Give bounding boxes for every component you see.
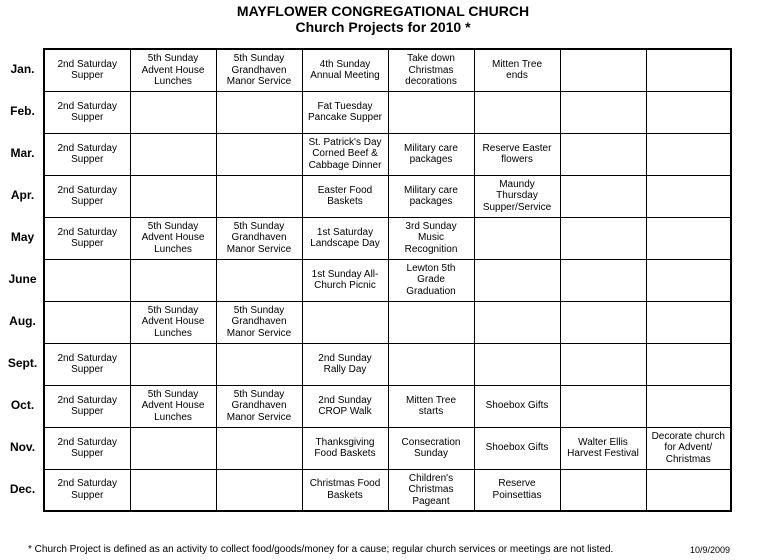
project-cell: 1st Sunday All- Church Picnic [302, 259, 388, 301]
project-cell [560, 217, 646, 259]
project-cell: 2nd Saturday Supper [44, 343, 130, 385]
project-cell: Shoebox Gifts [474, 385, 560, 427]
table-row [2, 343, 731, 385]
project-cell [560, 91, 646, 133]
month-label: Mar. [10, 146, 35, 161]
project-cell: Military care packages [388, 133, 474, 175]
table-row [2, 385, 731, 427]
project-cell [216, 91, 302, 133]
project-cell [216, 343, 302, 385]
project-cell [388, 301, 474, 343]
project-cell: 2nd Sunday CROP Walk [302, 385, 388, 427]
project-cell: Fat Tuesday Pancake Supper [302, 91, 388, 133]
month-label: Feb. [10, 104, 35, 119]
project-cell: 5th Sunday Grandhaven Manor Service [216, 385, 302, 427]
project-cell: 5th Sunday Advent House Lunches [130, 301, 216, 343]
project-cell [560, 469, 646, 511]
table-row [2, 427, 731, 469]
project-cell: St. Patrick's Day Corned Beef & Cabbage Dinner [302, 133, 388, 175]
project-cell: 5th Sunday Advent House Lunches [130, 385, 216, 427]
project-cell: Shoebox Gifts [474, 427, 560, 469]
project-cell [130, 343, 216, 385]
table-row [2, 301, 731, 343]
project-cell [388, 343, 474, 385]
project-cell: 2nd Saturday Supper [44, 385, 130, 427]
project-cell: 2nd Saturday Supper [44, 91, 130, 133]
project-cell: 5th Sunday Grandhaven Manor Service [216, 301, 302, 343]
project-cell [44, 301, 130, 343]
month-label: Sept. [7, 356, 38, 371]
project-cell [560, 259, 646, 301]
table-row [2, 217, 731, 259]
project-cell: Military care packages [388, 175, 474, 217]
project-cell [130, 91, 216, 133]
table-row [2, 49, 731, 91]
project-cell: Reserve Poinsettias [474, 469, 560, 511]
project-cell [560, 343, 646, 385]
project-cell: Children's Christmas Pageant [388, 469, 474, 511]
project-cell: Walter Ellis Harvest Festival [560, 427, 646, 469]
project-cell [388, 91, 474, 133]
project-cell [646, 343, 731, 385]
project-cell [130, 469, 216, 511]
project-cell: 2nd Sunday Rally Day [302, 343, 388, 385]
month-label: Aug. [9, 314, 36, 329]
project-cell [560, 301, 646, 343]
project-cell [216, 133, 302, 175]
project-cell: 5th Sunday Advent House Lunches [130, 49, 216, 91]
month-label: May [10, 230, 35, 245]
project-cell [646, 91, 731, 133]
project-cell [646, 49, 731, 91]
project-cell: 2nd Saturday Supper [44, 469, 130, 511]
project-cell [646, 175, 731, 217]
table-row [2, 91, 731, 133]
project-cell [474, 217, 560, 259]
project-cell [646, 133, 731, 175]
project-cell: Thanksgiving Food Baskets [302, 427, 388, 469]
document-subtitle: Church Projects for 2010 * [295, 19, 471, 35]
table-row [2, 133, 731, 175]
project-cell: Maundy Thursday Supper/Service [474, 175, 560, 217]
project-cell [216, 469, 302, 511]
project-cell: 2nd Saturday Supper [44, 217, 130, 259]
project-cell [646, 301, 731, 343]
project-cell: Lewton 5th Grade Graduation [388, 259, 474, 301]
project-cell [646, 259, 731, 301]
project-cell [646, 217, 731, 259]
project-cell [560, 133, 646, 175]
project-cell: Reserve Easter flowers [474, 133, 560, 175]
project-cell [216, 427, 302, 469]
document-title: MAYFLOWER CONGREGATIONAL CHURCH [236, 3, 530, 19]
project-cell: Christmas Food Baskets [302, 469, 388, 511]
project-cell: 5th Sunday Grandhaven Manor Service [216, 217, 302, 259]
projects-table [2, 48, 732, 512]
project-cell: Take down Christmas decorations [388, 49, 474, 91]
project-cell [130, 133, 216, 175]
project-cell: 5th Sunday Advent House Lunches [130, 217, 216, 259]
month-label: Jan. [10, 62, 35, 77]
project-cell: 4th Sunday Annual Meeting [302, 49, 388, 91]
project-cell: Consecration Sunday [388, 427, 474, 469]
month-label: Dec. [9, 482, 36, 497]
project-cell: 2nd Saturday Supper [44, 175, 130, 217]
table-row [2, 469, 731, 511]
table-row [2, 175, 731, 217]
project-cell: Mitten Tree starts [388, 385, 474, 427]
project-cell: 2nd Saturday Supper [44, 427, 130, 469]
project-cell [560, 175, 646, 217]
project-cell [474, 343, 560, 385]
project-cell [130, 427, 216, 469]
month-label: Apr. [10, 188, 35, 203]
project-cell: 1st Saturday Landscape Day [302, 217, 388, 259]
project-cell [216, 259, 302, 301]
project-cell [560, 49, 646, 91]
table-row [2, 259, 731, 301]
project-cell [646, 469, 731, 511]
project-cell [44, 259, 130, 301]
project-cell: 2nd Saturday Supper [44, 133, 130, 175]
month-label: Oct. [10, 398, 35, 413]
project-cell: 2nd Saturday Supper [44, 49, 130, 91]
project-cell [646, 385, 731, 427]
project-cell: Mitten Tree ends [474, 49, 560, 91]
month-label: June [8, 272, 37, 287]
project-cell [474, 301, 560, 343]
project-cell: Easter Food Baskets [302, 175, 388, 217]
project-cell [560, 385, 646, 427]
project-cell [474, 91, 560, 133]
project-cell [216, 175, 302, 217]
project-cell [302, 301, 388, 343]
revision-date: 10/9/2009 [690, 545, 731, 555]
footnote: * Church Project is defined as an activity to collect food/goods/money for a cause; regular church services or meetings are not listed. [28, 544, 614, 555]
project-cell: 5th Sunday Grandhaven Manor Service [216, 49, 302, 91]
project-cell [130, 259, 216, 301]
project-cell: 3rd Sunday Music Recognition [388, 217, 474, 259]
project-cell [474, 259, 560, 301]
project-cell [130, 175, 216, 217]
project-cell: Decorate church for Advent/ Christmas [646, 427, 731, 469]
month-label: Nov. [9, 440, 36, 455]
document-header [0, 3, 766, 35]
